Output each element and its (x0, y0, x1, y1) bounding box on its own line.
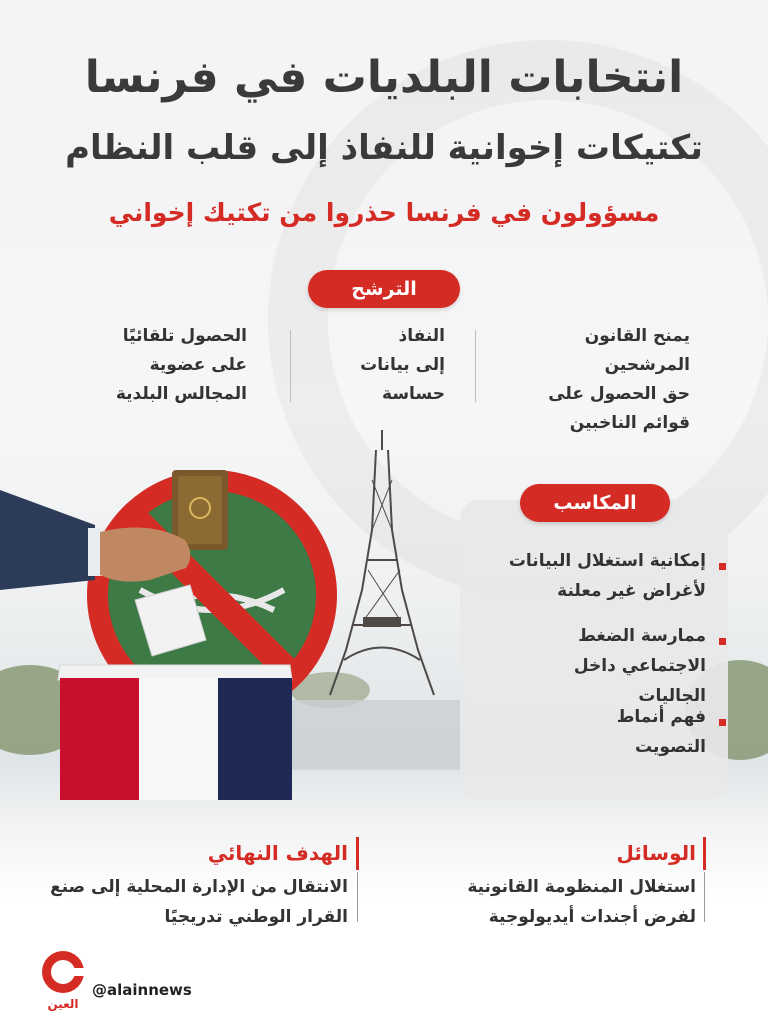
candidacy-line: يمنح القانون المرشحين (584, 326, 690, 375)
candidacy-column-2 (315, 322, 445, 409)
bullet-icon (719, 563, 726, 570)
column-divider (290, 330, 291, 402)
ballot-box-icon (58, 665, 292, 800)
page-title: انتخابات البلديات في فرنسا (84, 52, 684, 103)
gain-item (506, 702, 706, 762)
logo-text: العين (47, 997, 79, 1011)
gain-item (506, 621, 706, 711)
gains-label: المكاسب (520, 484, 670, 522)
candidacy-line: على عضوية (149, 355, 247, 375)
column-divider (475, 330, 476, 402)
bullet-icon (719, 719, 726, 726)
gain-line: إمكانية استغلال البيانات (508, 551, 706, 571)
final-goal-line: القرار الوطني تدريجيًا (164, 907, 348, 927)
candidacy-line: إلى بيانات (360, 355, 445, 375)
page-subtitle: تكتيكات إخوانية للنفاذ إلى قلب النظام (65, 128, 703, 168)
means-text (426, 872, 696, 932)
means-line: لفرض أجندات أيديولوجية (488, 907, 696, 927)
candidacy-line: حساسة (382, 384, 445, 404)
candidacy-line: المجالس البلدية (115, 384, 247, 404)
candidacy-column-3 (95, 322, 247, 409)
candidacy-line: قوائم الناخبين (569, 413, 690, 433)
candidacy-line: الحصول تلقائيًا (122, 326, 247, 346)
divider-line (357, 872, 358, 922)
tagline: مسؤولون في فرنسا حذروا من تكتيك إخواني (108, 198, 660, 227)
social-handle[interactable]: @alainnews (92, 981, 192, 999)
accent-bar (356, 837, 359, 870)
gain-line: ممارسة الضغط (578, 626, 706, 646)
gain-line: التصويت (635, 737, 706, 757)
candidacy-line: النفاذ (398, 326, 445, 346)
gain-item (506, 546, 706, 606)
gain-line: الاجتماعي داخل الجاليات (573, 656, 706, 706)
bullet-icon (719, 638, 726, 645)
final-goal-text (48, 872, 348, 932)
candidacy-label: الترشح (308, 270, 460, 308)
gain-line: فهم أنماط (616, 707, 706, 727)
final-goal-line: الانتقال من الإدارة المحلية إلى صنع (50, 877, 348, 897)
alain-logo-icon (38, 948, 88, 1014)
accent-bar (703, 837, 706, 870)
final-goal-title: الهدف النهائي (207, 841, 348, 865)
means-title: الوسائل (616, 841, 696, 865)
candidacy-line: حق الحصول على (548, 384, 690, 404)
gain-line: لأغراض غير معلنة (557, 581, 706, 601)
means-line: استغلال المنظومة القانونية (467, 877, 696, 897)
eiffel-tower-icon (330, 430, 434, 695)
divider-line (704, 872, 705, 922)
